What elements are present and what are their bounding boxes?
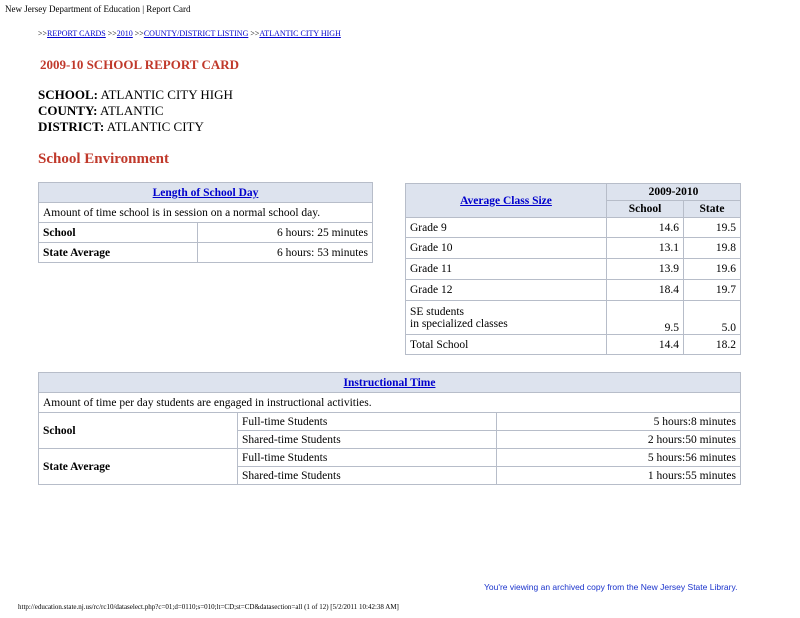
school-value: 18.4 [607, 280, 684, 301]
district-label: DISTRICT: [38, 119, 105, 134]
table-row [406, 301, 741, 335]
state-value: 18.2 [684, 335, 741, 355]
breadcrumb-sep: >> [38, 29, 48, 38]
county-label: COUNTY: [38, 103, 98, 118]
table-row [39, 413, 741, 431]
row-label: Grade 9 [406, 218, 607, 238]
district-value: ATLANTIC CITY [106, 119, 204, 134]
instructional-time-description: Amount of time per day students are engaged in instructional activities. [39, 393, 741, 413]
row-value: 6 hours: 25 minutes [198, 223, 373, 243]
section-heading: School Environment [38, 151, 169, 167]
class-size-year: 2009-2010 [607, 184, 741, 201]
table-row [39, 449, 741, 467]
row-label-line1: SE students [410, 305, 464, 318]
state-value: 19.5 [684, 218, 741, 238]
page-footer: http://education.state.nj.us/rc/rc10/dataselect.php?c=01;d=0110;s=010;lt=CD;st=CD&datasection=all (1 of 12) [5/2/2011 10:42:38 AM] [18, 603, 399, 611]
breadcrumb-link-school[interactable]: ATLANTIC CITY HIGH [259, 29, 341, 38]
school-value: 14.6 [607, 218, 684, 238]
instructional-time-header [39, 373, 741, 393]
district-line [38, 119, 233, 135]
time-value: 5 hours:8 minutes [497, 413, 741, 431]
state-value: 19.7 [684, 280, 741, 301]
report-title: 2009-10 SCHOOL REPORT CARD [40, 57, 240, 72]
table-row [406, 218, 741, 238]
county-line [38, 103, 233, 119]
school-day-header [39, 183, 373, 203]
page-header: New Jersey Department of Education | Report Card [5, 4, 191, 14]
row-label: Grade 11 [406, 259, 607, 280]
table-row [406, 335, 741, 355]
row-label: Total School [406, 335, 607, 355]
row-value: 6 hours: 53 minutes [198, 243, 373, 263]
school-label: SCHOOL: [38, 87, 98, 102]
school-info [38, 87, 233, 135]
row-label [406, 301, 607, 335]
instructional-time-title-link[interactable]: Instructional Time [343, 376, 436, 389]
breadcrumb-sep: >> [107, 29, 117, 38]
table-row [406, 259, 741, 280]
state-value: 19.6 [684, 259, 741, 280]
group-label: School [39, 413, 238, 449]
school-value: ATLANTIC CITY HIGH [100, 87, 233, 102]
row-label: Grade 12 [406, 280, 607, 301]
class-size-title-link[interactable]: Average Class Size [460, 194, 552, 207]
breadcrumb-link-county-district[interactable]: COUNTY/DISTRICT LISTING [143, 29, 249, 38]
breadcrumb-sep: >> [250, 29, 260, 38]
instructional-time-table [38, 372, 741, 485]
table-row [406, 238, 741, 259]
breadcrumb-sep: >> [134, 29, 144, 38]
row-label: State Average [39, 243, 198, 263]
time-value: 1 hours:55 minutes [497, 467, 741, 485]
time-value: 5 hours:56 minutes [497, 449, 741, 467]
breadcrumb [38, 29, 341, 38]
school-day-title-link[interactable]: Length of School Day [152, 186, 259, 199]
class-size-table [405, 183, 741, 355]
student-type: Shared-time Students [238, 431, 497, 449]
school-value: 14.4 [607, 335, 684, 355]
row-label: School [39, 223, 198, 243]
table-row [406, 280, 741, 301]
row-label-line2: in specialized classes [410, 317, 508, 330]
state-value: 19.8 [684, 238, 741, 259]
col-school-header: School [607, 201, 684, 218]
school-line [38, 87, 233, 103]
class-size-header [406, 184, 607, 218]
county-value: ATLANTIC [100, 103, 164, 118]
group-label: State Average [39, 449, 238, 485]
state-value: 5.0 [684, 301, 741, 335]
breadcrumb-link-year[interactable]: 2010 [116, 29, 133, 38]
student-type: Shared-time Students [238, 467, 497, 485]
row-label: Grade 10 [406, 238, 607, 259]
breadcrumb-link-report-cards[interactable]: REPORT CARDS [47, 29, 106, 38]
table-row [39, 223, 373, 243]
time-value: 2 hours:50 minutes [497, 431, 741, 449]
school-day-table [38, 182, 373, 263]
archive-note: You're viewing an archived copy from the New Jersey State Library. [484, 582, 738, 592]
school-value: 9.5 [607, 301, 684, 335]
student-type: Full-time Students [238, 449, 497, 467]
school-day-description: Amount of time school is in session on a normal school day. [39, 203, 373, 223]
col-state-header: State [684, 201, 741, 218]
table-row [39, 243, 373, 263]
school-value: 13.9 [607, 259, 684, 280]
school-value: 13.1 [607, 238, 684, 259]
student-type: Full-time Students [238, 413, 497, 431]
